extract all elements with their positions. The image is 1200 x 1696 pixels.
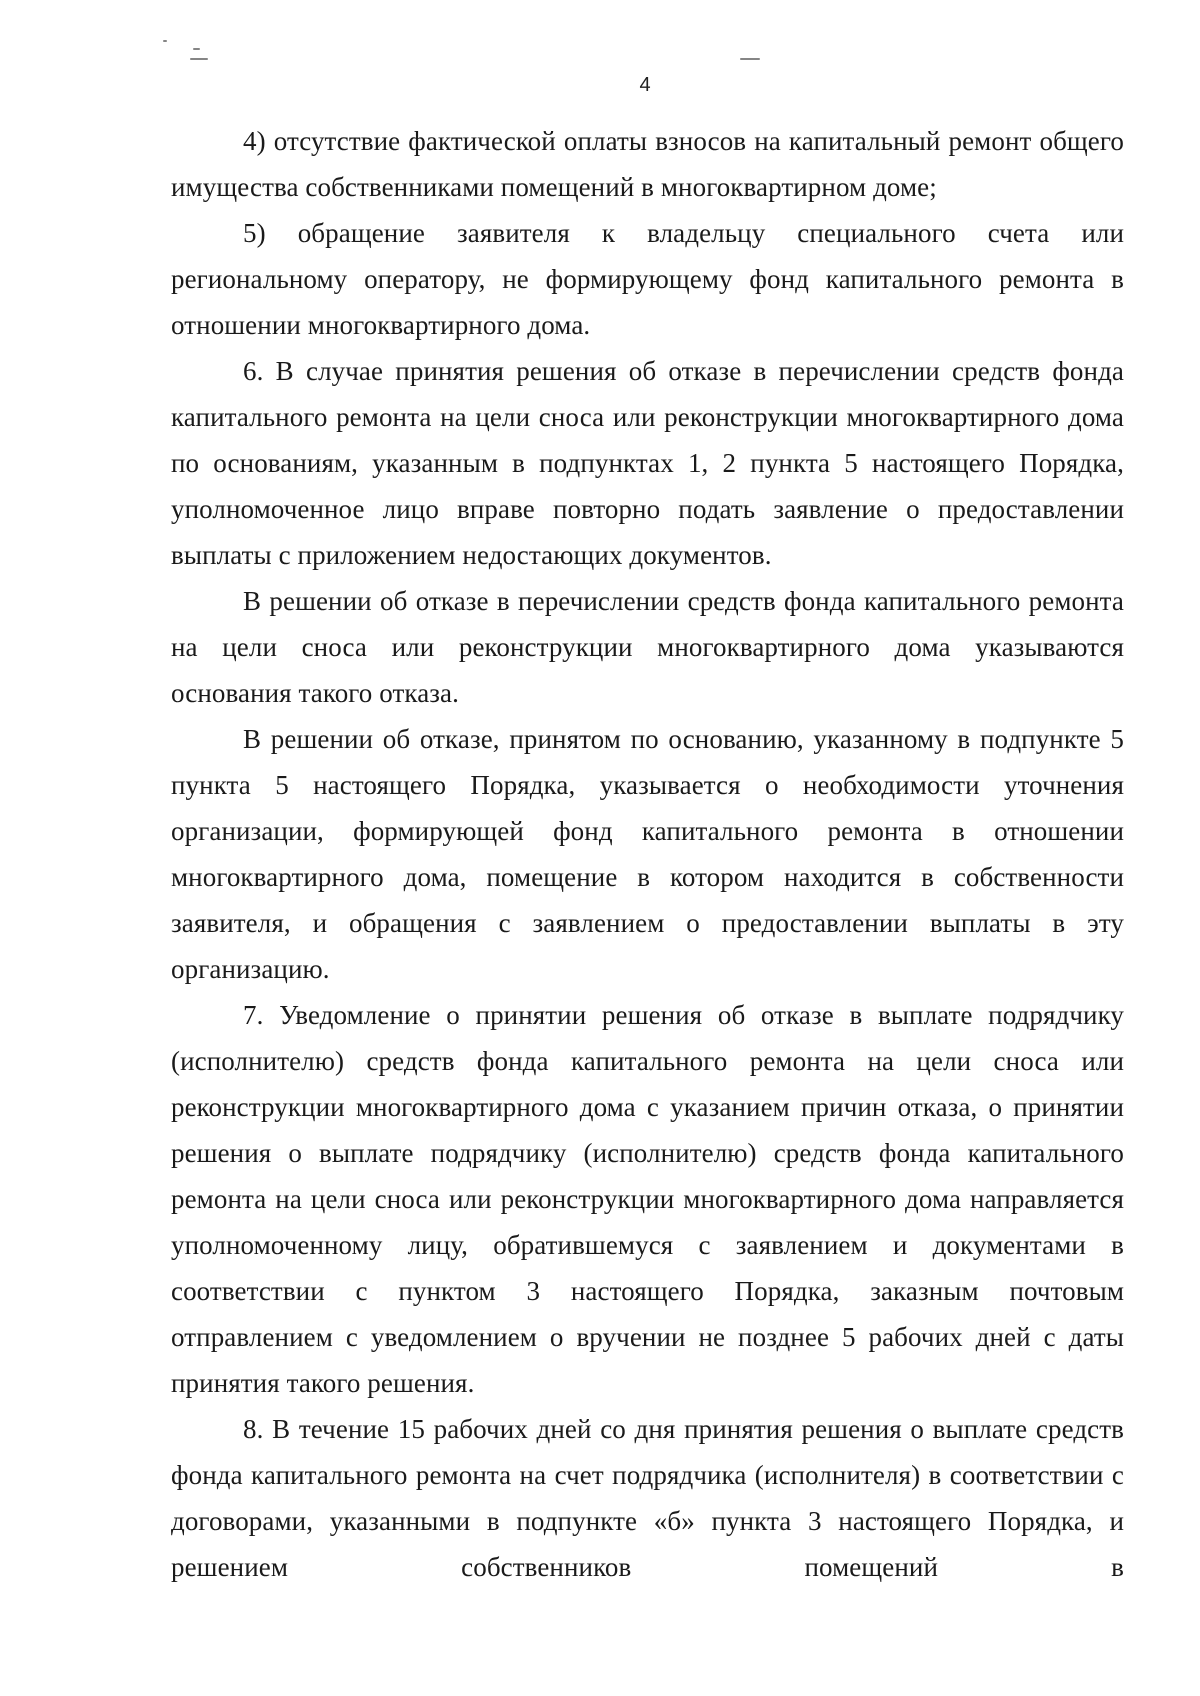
page-number: 4 xyxy=(639,74,651,96)
paragraph-refusal-grounds: В решении об отказе в перечислении средств фонда капитального ремонта на цели сноса или реконструкции многоквартирного дома указываются основания такого отказа. xyxy=(171,586,1124,708)
scan-artifact xyxy=(740,58,760,60)
scan-artifact xyxy=(193,48,200,50)
paragraph-item-5: 5) обращение заявителя к владельцу специального счета или региональному оператору, не формирующему фонд капитального ремонта в отношении многоквартирного дома. xyxy=(171,218,1124,340)
scan-artifact xyxy=(190,58,208,60)
paragraph-refusal-subclause-5: В решении об отказе, принятом по основанию, указанному в подпункте 5 пункта 5 настоящего Порядка, указывается о необходимости уточнения организации, формирующей фонд капитального ремонта в отношении многоквартирного дома, помещение в котором находится в собственности заявителя, и обращения с заявлением о предоставлении выплаты в эту организацию. xyxy=(171,724,1124,984)
scan-artifact xyxy=(163,40,167,42)
paragraph-clause-6: 6. В случае принятия решения об отказе в перечислении средств фонда капитального ремонта на цели сноса или реконструкции многоквартирного дома по основаниям, указанным в подпунктах 1, 2 пункта 5 настоящего Порядка, уполномоченное лицо вправе повторно подать заявление о предоставлении выплаты с приложением недостающих документов. xyxy=(171,356,1124,570)
paragraph-item-4: 4) отсутствие фактической оплаты взносов на капитальный ремонт общего имущества собственниками помещений в многоквартирном доме; xyxy=(171,126,1124,202)
paragraph-clause-7: 7. Уведомление о принятии решения об отказе в выплате подрядчику (исполнителю) средств фонда капитального ремонта на цели сноса или реконструкции многоквартирного дома с указанием причин отказа, о принятии решения о выплате подрядчику (исполнителю) средств фонда капитального ремонта на цели сноса или реконструкции многоквартирного дома направляется уполномоченному лицу, обратившемуся с заявлением и документами в соответствии с пунктом 3 настоящего Порядка, заказным почтовым отправлением с уведомлением о вручении не позднее 5 рабочих дней с даты принятия такого решения. xyxy=(171,1000,1124,1398)
paragraph-clause-8: 8. В течение 15 рабочих дней со дня принятия решения о выплате средств фонда капитального ремонта на счет подрядчика (исполнителя) в соответствии с договорами, указанными в подпункте «б» пункта 3 настоящего Порядка, и решением собственников помещений в xyxy=(171,1414,1124,1582)
document-body xyxy=(171,118,1124,1590)
